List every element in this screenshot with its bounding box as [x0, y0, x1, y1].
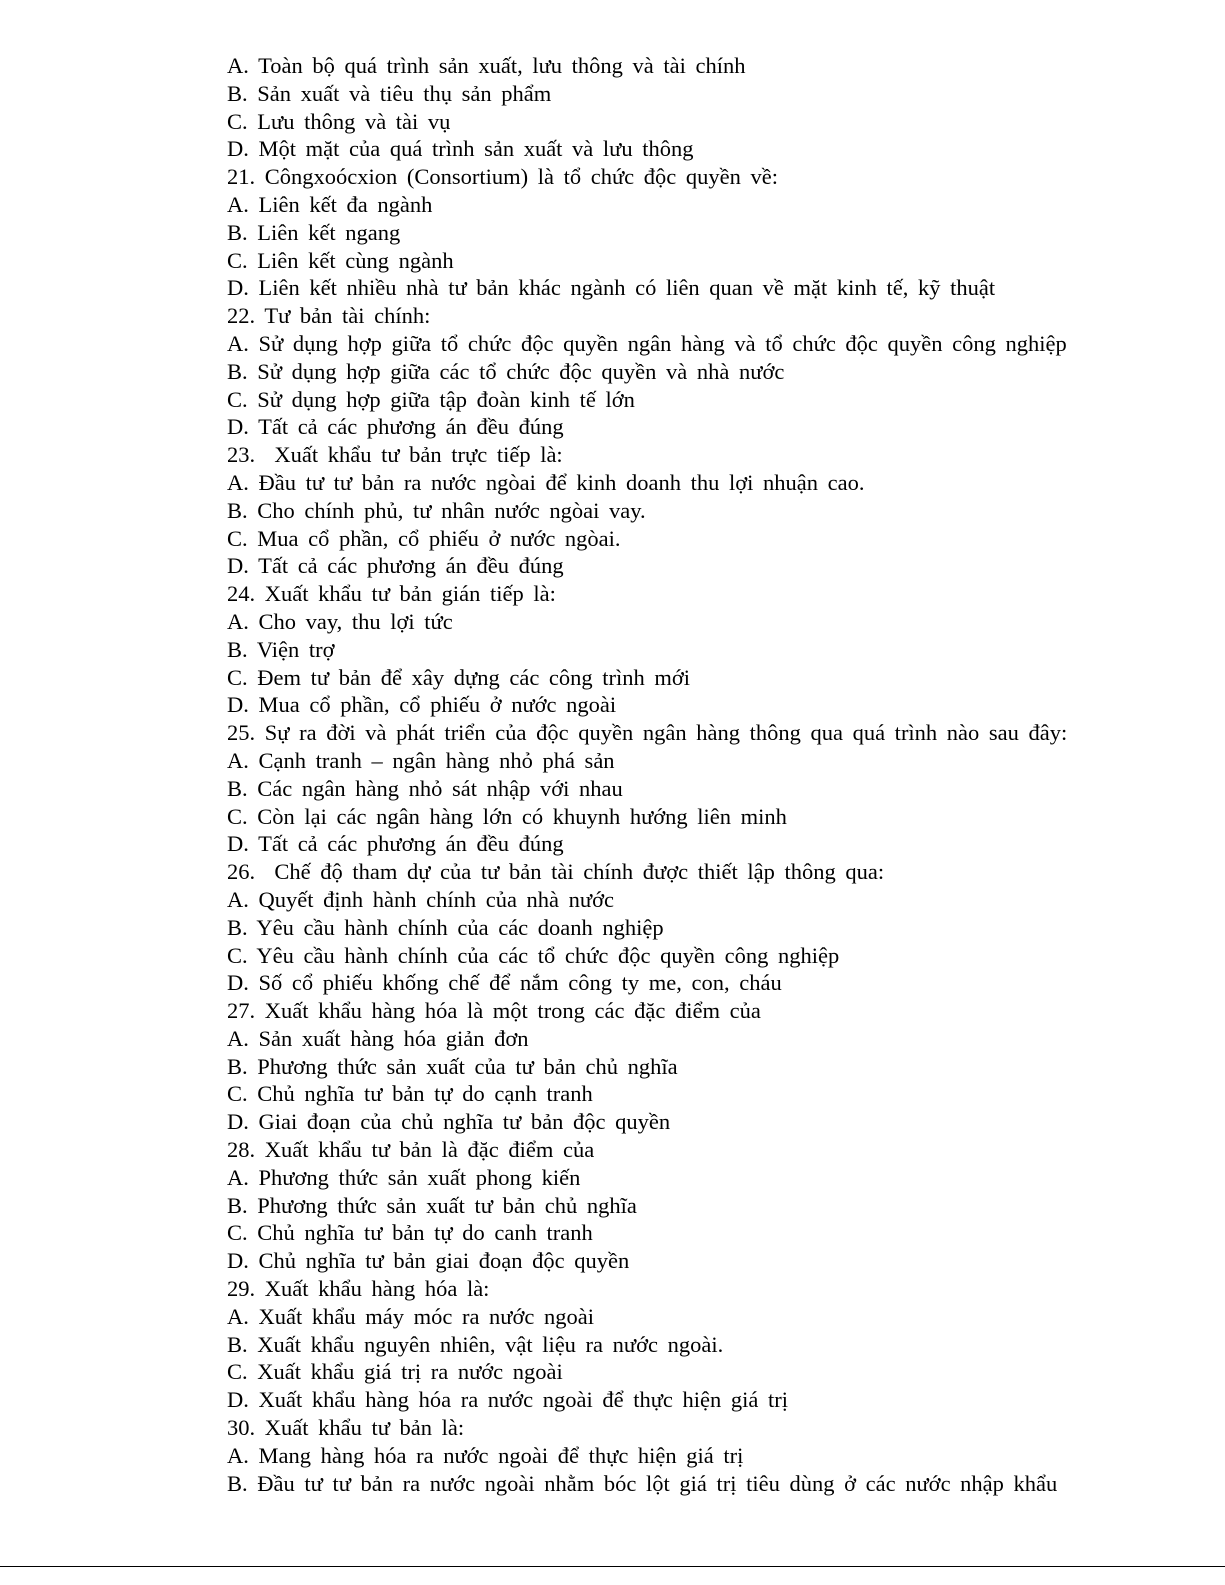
- q21-option-b: B. Liên kết ngang: [227, 219, 401, 245]
- q30-option-a: A. Mang hàng hóa ra nước ngoài để thực hiện giá trị: [227, 1442, 744, 1468]
- q29-option-d: D. Xuất khẩu hàng hóa ra nước ngoài để thực hiện giá trị: [227, 1387, 789, 1413]
- option-a-line: A. Toàn bộ quá trình sản xuất, lưu thông và tài chính: [227, 53, 746, 78]
- q21-option-d: D. Liên kết nhiều nhà tư bản khác ngành có liên quan về mặt kinh tế, kỹ thuật: [227, 275, 996, 301]
- q22-option-a: A. Sử dụng hợp giữa tổ chức độc quyền ngân hàng và tổ chức độc quyền công nghiệp: [227, 330, 1067, 356]
- q24-option-b: B. Viện trợ: [227, 636, 335, 662]
- q29-option-a: A. Xuất khẩu máy móc ra nước ngoài: [227, 1303, 594, 1329]
- question-21: 21. Côngxoócxion (Consortium) là tổ chức độc quyền về:: [227, 164, 778, 190]
- q22-option-b: B. Sử dụng hợp giữa các tổ chức độc quyền và nhà nước: [227, 358, 785, 384]
- q21-option-c: C. Liên kết cùng ngành: [227, 247, 454, 273]
- q26-option-b: B. Yêu cầu hành chính của các doanh nghiệp: [227, 914, 664, 940]
- q24-option-c: C. Đem tư bản để xây dựng các công trình mới: [227, 664, 691, 690]
- question-27: 27. Xuất khẩu hàng hóa là một trong các đặc điểm của: [227, 998, 761, 1024]
- q25-option-d: D. Tất cả các phương án đều đúng: [227, 831, 564, 857]
- page-bottom-rule: [0, 1566, 1225, 1567]
- q26-option-c: C. Yêu cầu hành chính của các tổ chức độc quyền công nghiệp: [227, 942, 840, 968]
- question-24: 24. Xuất khẩu tư bản gián tiếp là:: [227, 581, 556, 607]
- question-26: 26. Chế độ tham dự của tư bản tài chính được thiết lập thông qua:: [227, 859, 885, 885]
- q26-option-d: D. Số cổ phiếu khống chế để nắm công ty me, con, cháu: [227, 970, 782, 996]
- q28-option-b: B. Phương thức sản xuất tư bản chủ nghĩa: [227, 1192, 637, 1218]
- q22-option-c: C. Sử dụng hợp giữa tập đoàn kinh tế lớn: [227, 386, 635, 412]
- option-c-line: C. Lưu thông và tài vụ: [227, 108, 451, 134]
- q25-option-a: A. Cạnh tranh – ngân hàng nhỏ phá sản: [227, 747, 615, 773]
- q24-option-d: D. Mua cổ phần, cổ phiếu ở nước ngoài: [227, 692, 617, 718]
- q28-option-c: C. Chủ nghĩa tư bản tự do canh tranh: [227, 1220, 593, 1246]
- question-29: 29. Xuất khẩu hàng hóa là:: [227, 1276, 490, 1302]
- q23-option-d: D. Tất cả các phương án đều đúng: [227, 553, 564, 579]
- option-d-line: D. Một mặt của quá trình sản xuất và lưu thông: [227, 136, 694, 162]
- q27-option-a: A. Sản xuất hàng hóa giản đơn: [227, 1025, 529, 1051]
- q28-option-a: A. Phương thức sản xuất phong kiến: [227, 1164, 581, 1190]
- q27-option-b: B. Phương thức sản xuất của tư bản chủ nghĩa: [227, 1053, 678, 1079]
- option-b-line: B. Sản xuất và tiêu thụ sản phẩm: [227, 80, 552, 106]
- q30-option-b: B. Đầu tư tư bản ra nước ngoài nhằm bóc lột giá trị tiêu dùng ở các nước nhập khẩu: [227, 1470, 1058, 1496]
- q23-option-c: C. Mua cổ phần, cổ phiếu ở nước ngòai.: [227, 525, 621, 551]
- question-23: 23. Xuất khẩu tư bản trực tiếp là:: [227, 442, 563, 468]
- q25-option-c: C. Còn lại các ngân hàng lớn có khuynh hướng liên minh: [227, 803, 787, 829]
- q29-option-b: B. Xuất khẩu nguyên nhiên, vật liệu ra nước ngoài.: [227, 1331, 724, 1357]
- q25-option-b: B. Các ngân hàng nhỏ sát nhập với nhau: [227, 775, 623, 801]
- q21-option-a: A. Liên kết đa ngành: [227, 191, 433, 217]
- q24-option-a: A. Cho vay, thu lợi tức: [227, 608, 453, 634]
- question-25: 25. Sự ra đời và phát triển của độc quyền ngân hàng thông qua quá trình nào sau đây:: [227, 720, 1068, 746]
- question-30: 30. Xuất khẩu tư bản là:: [227, 1415, 465, 1441]
- document-body: [227, 52, 1187, 1497]
- q28-option-d: D. Chủ nghĩa tư bản giai đoạn độc quyền: [227, 1248, 630, 1274]
- question-22: 22. Tư bản tài chính:: [227, 303, 431, 329]
- q23-option-b: B. Cho chính phủ, tư nhân nước ngòai vay.: [227, 497, 646, 523]
- q26-option-a: A. Quyết định hành chính của nhà nước: [227, 886, 615, 912]
- question-28: 28. Xuất khẩu tư bản là đặc điểm của: [227, 1137, 595, 1163]
- q29-option-c: C. Xuất khẩu giá trị ra nước ngoài: [227, 1359, 563, 1385]
- q27-option-c: C. Chủ nghĩa tư bản tự do cạnh tranh: [227, 1081, 593, 1107]
- q22-option-d: D. Tất cả các phương án đều đúng: [227, 414, 564, 440]
- q27-option-d: D. Giai đoạn của chủ nghĩa tư bản độc quyền: [227, 1109, 671, 1135]
- q23-option-a: A. Đầu tư tư bản ra nước ngòai để kinh doanh thu lợi nhuận cao.: [227, 469, 865, 495]
